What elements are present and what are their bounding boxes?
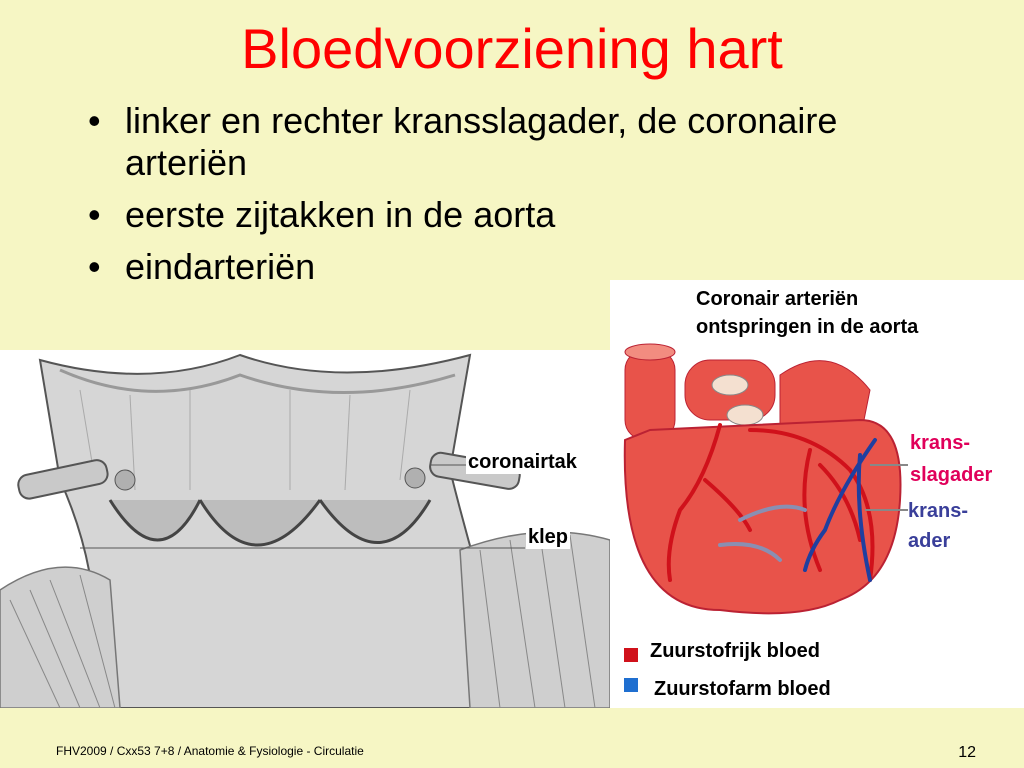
- legend-blue-label: Zuurstofarm bloed: [654, 678, 831, 700]
- bullet-item: [88, 100, 848, 184]
- vein-label-line-1: krans-: [908, 500, 969, 522]
- footer-text: FHV2009 / Cxx53 7+8 / Anatomie & Fysiologie - Circulatie: [56, 744, 364, 758]
- bullet-dot: •: [88, 246, 101, 288]
- aortic-valve-illustration: [0, 350, 610, 708]
- vein-label-line-2: ader: [908, 530, 951, 552]
- artery-label-line-2: slagader: [910, 464, 993, 486]
- caption-line-2: ontspringen in de aorta: [696, 316, 919, 338]
- bullet-dot: •: [88, 194, 101, 236]
- bullet-text: linker en rechter kransslagader, de coronaire arteriën: [125, 100, 838, 184]
- bullet-text: eindarteriën: [125, 246, 316, 288]
- legend-red-swatch: [624, 648, 638, 662]
- bullet-text: eerste zijtakken in de aorta: [125, 194, 556, 236]
- label-coronary-branch: coronairtak: [468, 451, 577, 473]
- page-number: 12: [958, 744, 976, 761]
- slide-title: Bloedvoorziening hart: [241, 17, 783, 80]
- bullet-list: [88, 100, 848, 298]
- aortic-valve-drawing: [0, 350, 610, 708]
- heart-coronary-illustration: [610, 280, 1024, 708]
- bullet-item: [88, 194, 848, 236]
- caption-line-1: Coronair arteriën: [696, 288, 859, 310]
- label-valve: klep: [528, 526, 569, 548]
- legend-blue-swatch: [624, 678, 638, 692]
- legend-red-label: Zuurstofrijk bloed: [650, 640, 820, 662]
- bullet-dot: •: [88, 100, 101, 141]
- artery-label-line-1: krans-: [910, 432, 971, 454]
